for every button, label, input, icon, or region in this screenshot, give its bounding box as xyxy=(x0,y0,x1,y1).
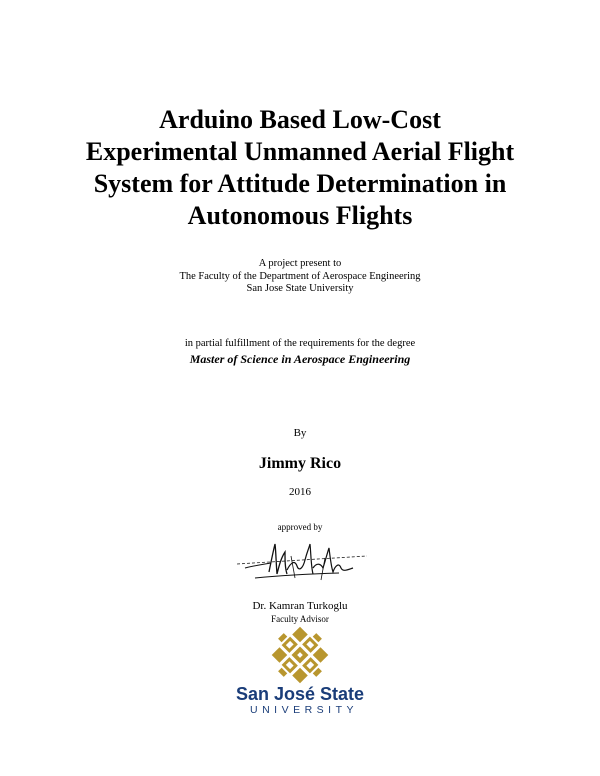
approved-by-label: approved by xyxy=(277,522,323,532)
sjsu-seal-logo xyxy=(265,626,335,684)
advisor-role: Faculty Advisor xyxy=(271,614,329,624)
presentation-line: A project present to xyxy=(258,258,342,269)
advisor-block xyxy=(0,600,600,625)
author-name: Jimmy Rico xyxy=(258,455,342,472)
title-line: Autonomous Flights xyxy=(187,201,413,230)
university-line: San Jose State University xyxy=(246,283,354,294)
title-line: System for Attitude Determination in xyxy=(93,169,507,198)
presentation-statement xyxy=(0,258,600,296)
signature-image xyxy=(235,538,369,584)
year: 2016 xyxy=(289,486,311,498)
title-line: Arduino Based Low-Cost xyxy=(159,105,441,134)
degree-name: Master of Science in Aerospace Engineering xyxy=(189,351,411,366)
fulfillment-line: in partial fulfillment of the requirements for the degree xyxy=(184,338,416,349)
department-line: The Faculty of the Department of Aerospace Engineering xyxy=(179,270,421,282)
university-name-line2: UNIVERSITY xyxy=(249,704,358,716)
fulfillment-statement xyxy=(0,338,600,367)
advisor-name: Dr. Kamran Turkoglu xyxy=(252,600,348,612)
document-title xyxy=(0,104,600,232)
by-label: By xyxy=(293,427,307,439)
university-name-line1: San José State xyxy=(235,684,365,704)
title-line: Experimental Unmanned Aerial Flight xyxy=(85,137,515,166)
